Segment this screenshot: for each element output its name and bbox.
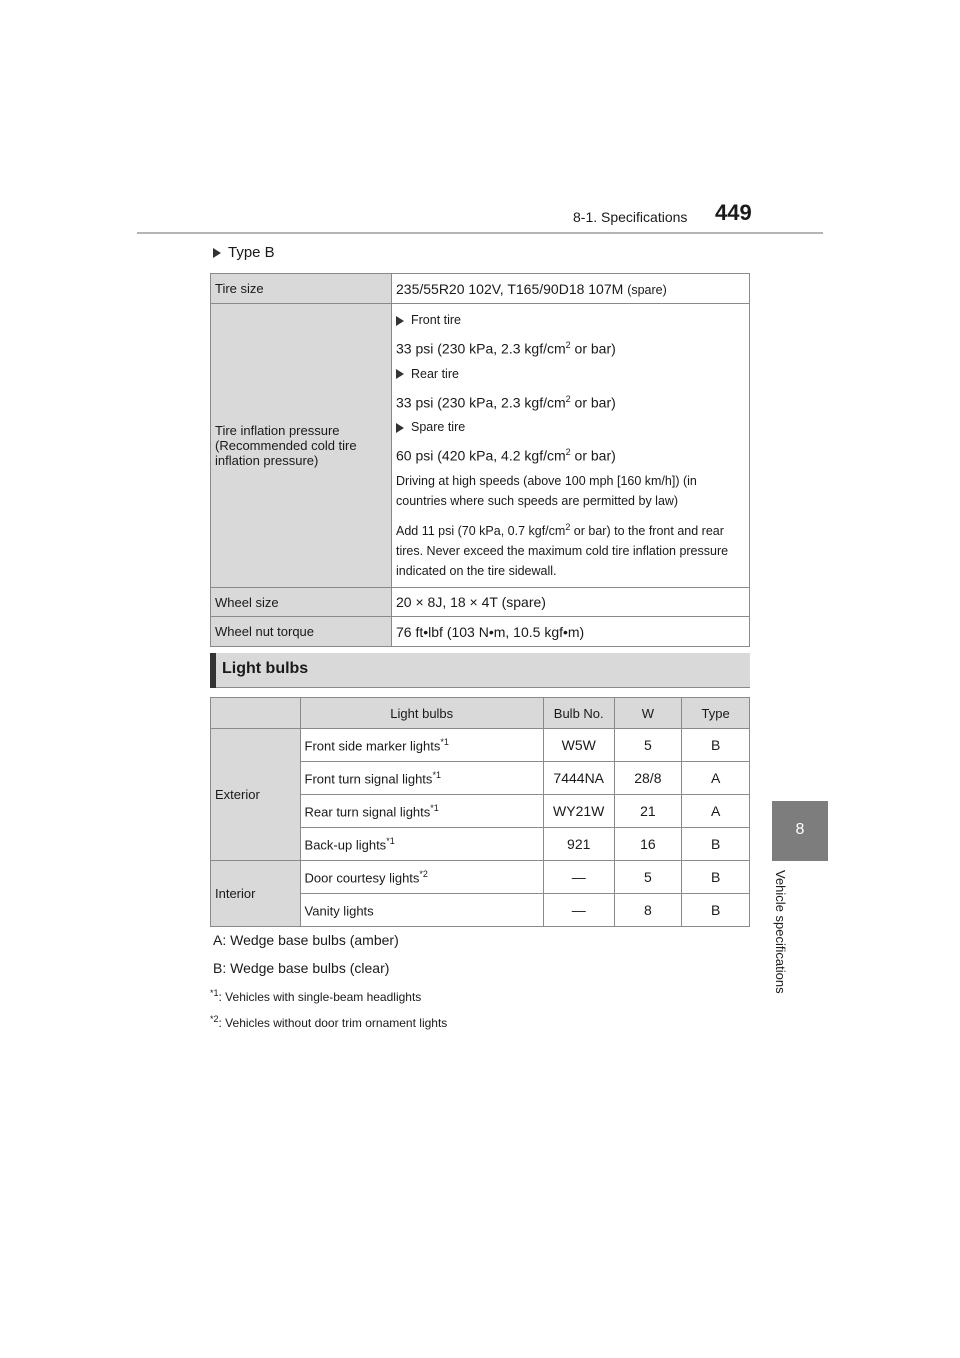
wheel-nut-label: Wheel nut torque bbox=[211, 617, 392, 647]
table-row bbox=[211, 588, 750, 617]
bulb-watts: 5 bbox=[614, 861, 682, 894]
pressure-label: Tire inflation pressure (Recommended cold tire inflation pressure) bbox=[211, 304, 392, 588]
bulb-watts: 28/8 bbox=[614, 762, 682, 795]
front-tire-heading bbox=[396, 310, 745, 330]
subheading-text: Type B bbox=[228, 244, 275, 261]
footnote-mark: *1 bbox=[210, 988, 219, 998]
bulb-number: W5W bbox=[543, 729, 614, 762]
front-value-text: 33 psi (230 kPa, 2.3 kgf/cm bbox=[396, 340, 566, 357]
table-row bbox=[211, 304, 750, 588]
triangle-bullet-icon bbox=[396, 369, 404, 379]
bulb-name bbox=[300, 828, 543, 861]
spare-tire-label: Spare tire bbox=[411, 420, 466, 435]
bulb-watts: 16 bbox=[614, 828, 682, 861]
bulb-name bbox=[300, 762, 543, 795]
tire-size-text: 235/55R20 102V, T165/90D18 107M bbox=[396, 280, 624, 297]
bulb-name bbox=[300, 795, 543, 828]
footnote-1 bbox=[210, 988, 421, 1004]
front-tire-value bbox=[396, 335, 745, 359]
bulb-watts: 21 bbox=[614, 795, 682, 828]
rear-value-text: 33 psi (230 kPa, 2.3 kgf/cm bbox=[396, 394, 566, 411]
col-header-bulb-no: Bulb No. bbox=[543, 698, 614, 729]
group-interior: Interior bbox=[211, 861, 301, 927]
rear-tire-value bbox=[396, 389, 745, 413]
bulb-name-text: Vanity lights bbox=[304, 903, 374, 919]
note-type-a: A: Wedge base bulbs (amber) bbox=[213, 932, 399, 948]
triangle-bullet-icon bbox=[396, 316, 404, 326]
pressure-value bbox=[392, 304, 750, 588]
bulb-name bbox=[300, 861, 543, 894]
bulb-number: — bbox=[543, 861, 614, 894]
bulb-name-text: Rear turn signal lights bbox=[304, 804, 431, 820]
spare-tire-heading bbox=[396, 417, 745, 437]
footnote-text: : Vehicles without door trim ornament lights bbox=[218, 1016, 448, 1030]
bulb-type: A bbox=[682, 762, 750, 795]
triangle-bullet-icon bbox=[213, 248, 221, 258]
light-bulb-table bbox=[210, 697, 750, 927]
section-heading-bar bbox=[210, 653, 216, 688]
bulb-name-text: Door courtesy lights bbox=[304, 870, 420, 886]
bulb-name-text: Front side marker lights bbox=[304, 738, 441, 754]
chapter-label: Vehicle specifications bbox=[773, 870, 788, 994]
bulb-watts: 8 bbox=[614, 894, 682, 927]
bulb-type: A bbox=[682, 795, 750, 828]
bulb-number: — bbox=[543, 894, 614, 927]
unit-tail: or bar) bbox=[570, 340, 616, 357]
page-number: 449 bbox=[715, 200, 752, 225]
spare-tire-value bbox=[396, 442, 745, 466]
unit-tail: or bar) bbox=[570, 394, 616, 411]
add-note-b: or bar) to the front and rear tires. Never exceed the maximum cold tire inflation pressure indicated on the tire sidewall. bbox=[396, 524, 729, 579]
add-pressure-note bbox=[396, 517, 745, 581]
col-header-light-bulbs: Light bulbs bbox=[300, 698, 543, 729]
col-header-type: Type bbox=[682, 698, 750, 729]
tire-size-label: Tire size bbox=[211, 274, 392, 304]
section-heading: Light bulbs bbox=[222, 660, 309, 677]
wheel-nut-value: 76 ft•lbf (103 N•m, 10.5 kgf•m) bbox=[392, 617, 750, 647]
rear-tire-label: Rear tire bbox=[411, 366, 459, 381]
table-header-row bbox=[211, 698, 750, 729]
bulb-number: 921 bbox=[543, 828, 614, 861]
sup: 2 bbox=[565, 340, 571, 350]
sup: 2 bbox=[565, 521, 571, 532]
blank-header bbox=[211, 698, 301, 729]
triangle-bullet-icon bbox=[396, 423, 404, 433]
bulb-type: B bbox=[682, 828, 750, 861]
sup: 2 bbox=[565, 447, 571, 458]
bulb-watts: 5 bbox=[614, 729, 682, 762]
footnote-ref: *1 bbox=[432, 769, 441, 780]
tire-spec-table bbox=[210, 273, 750, 647]
rear-tire-heading bbox=[396, 364, 745, 384]
group-exterior: Exterior bbox=[211, 729, 301, 861]
bulb-number: 7444NA bbox=[543, 762, 614, 795]
table-row bbox=[211, 274, 750, 304]
col-header-w: W bbox=[614, 698, 682, 729]
section-title: 8-1. Specifications bbox=[573, 209, 688, 225]
bulb-name bbox=[300, 894, 543, 927]
chapter-number: 8 bbox=[795, 821, 805, 838]
footnote-mark: *2 bbox=[210, 1014, 219, 1024]
header-rule bbox=[137, 232, 823, 234]
footnote-2 bbox=[210, 1014, 447, 1030]
bulb-name bbox=[300, 729, 543, 762]
sup: 2 bbox=[565, 393, 571, 404]
unit-tail: or bar) bbox=[570, 447, 616, 464]
footnote-ref: *1 bbox=[430, 802, 439, 813]
tire-size-value bbox=[392, 274, 750, 304]
front-tire-label: Front tire bbox=[411, 313, 462, 327]
table-row bbox=[211, 617, 750, 647]
tire-size-spare: (spare) bbox=[627, 282, 667, 297]
wheel-size-label: Wheel size bbox=[211, 588, 392, 617]
bulb-name-text: Back-up lights bbox=[304, 837, 387, 853]
footnote-ref: *2 bbox=[419, 868, 428, 879]
spare-value-text: 60 psi (420 kPa, 4.2 kgf/cm bbox=[396, 447, 566, 464]
table-row bbox=[211, 861, 750, 894]
footnote-ref: *1 bbox=[440, 736, 449, 747]
wheel-size-value: 20 × 8J, 18 × 4T (spare) bbox=[392, 588, 750, 617]
footnote-text: : Vehicles with single-beam headlights bbox=[218, 990, 422, 1004]
add-note-a: Add 11 psi (70 kPa, 0.7 kgf/cm bbox=[396, 524, 566, 539]
bulb-number: WY21W bbox=[543, 795, 614, 828]
high-speed-note: Driving at high speeds (above 100 mph [160 km/h]) (in countries where such speeds are permitted by law) bbox=[396, 473, 697, 508]
subheading bbox=[213, 244, 275, 261]
bulb-type: B bbox=[682, 729, 750, 762]
table-row bbox=[211, 729, 750, 762]
bulb-type: B bbox=[682, 894, 750, 927]
footnote-ref: *1 bbox=[386, 835, 395, 846]
bulb-type: B bbox=[682, 861, 750, 894]
bulb-name-text: Front turn signal lights bbox=[304, 771, 433, 787]
note-type-b: B: Wedge base bulbs (clear) bbox=[213, 960, 390, 976]
